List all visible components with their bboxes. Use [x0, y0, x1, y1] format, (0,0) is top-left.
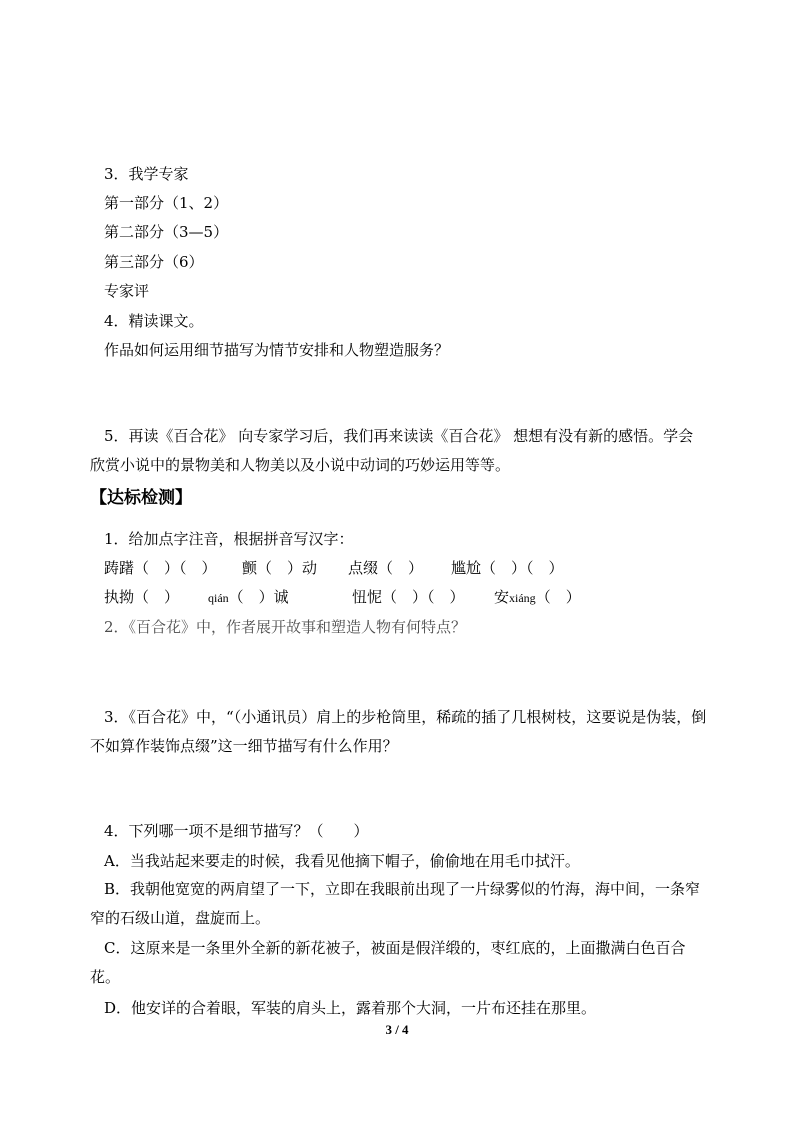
- q1-r1-a: 踌躇（ ）（ ）: [104, 559, 217, 577]
- part2: 第二部分（3—5）: [104, 223, 229, 241]
- q1-r2-b-pinyin: qián: [208, 591, 229, 605]
- sec3-title: 3．我学专家: [104, 165, 189, 183]
- option-a: A．当我站起来要走的时候，我看见他摘下帽子，偷偷地在用毛巾拭汗。: [104, 852, 580, 870]
- q1-r2-b: [208, 587, 352, 608]
- q1-r1-c: 点缀（ ）: [348, 559, 424, 577]
- q1-r2-d: [494, 587, 581, 608]
- q3: 3．《百合花》中，“（小通讯员）肩上的步枪筒里，稀疏的插了几根树枝，这要说是伪装，倒不如算作装饰点缀”这一细节描写有什么作用？: [90, 708, 707, 755]
- page-number: 3 / 4: [385, 1022, 409, 1037]
- q2: 2．《百合花》中，作者展开故事和塑造人物有何特点？: [104, 618, 467, 636]
- q1-r2-d-pinyin: xiáng: [509, 591, 536, 605]
- part3: 第三部分（6）: [104, 253, 204, 271]
- sec5-text: 5．再读《百合花》 向专家学习后，我们再来读读《百合花》 想想有没有新的感悟。学会欣赏小说中的景物美和人物美以及小说中动词的巧妙运用等等。: [90, 427, 694, 474]
- expert-comment: 专家评: [104, 282, 150, 300]
- q1-r1-d: 尴尬（ ）（ ）: [451, 559, 564, 577]
- q1-row1: [104, 558, 564, 578]
- option-c: C．这原来是一条里外全新的新花被子，被面是假洋缎的，枣红底的，上面撒满白色百合花。: [90, 939, 686, 986]
- q1-r2-b-rest: （ ）诚: [228, 588, 289, 606]
- q1-r2-d-rest: （ ）: [535, 588, 581, 606]
- q1-r2-c: 忸怩（ ）（ ）: [352, 588, 465, 606]
- q1-r2-d-prefix: 安: [494, 588, 510, 606]
- part1: 第一部分（1、2）: [104, 194, 229, 212]
- option-d: D．他安详的合着眼，军装的肩头上，露着那个大洞，一片布还挂在那里。: [104, 999, 597, 1017]
- heading-practice: 【达标检测】: [90, 488, 192, 508]
- q4: 4．下列哪一项不是细节描写？（ ）: [104, 822, 369, 840]
- q1-row2: [104, 587, 581, 608]
- sec4-title: 4．精读课文。: [104, 312, 204, 330]
- sec4-question: 作品如何运用细节描写为情节安排和人物塑造服务？: [104, 341, 450, 359]
- option-b: B．我朝他宽宽的两肩望了一下，立即在我眼前出现了一片绿雾似的竹海，海中间，一条窄窄的石级山道，盘旋而上。: [90, 880, 701, 927]
- q1: 1．给加点字注音，根据拼音写汉字：: [104, 530, 354, 548]
- q1-r2-a: 执拗（ ）: [104, 588, 180, 606]
- q1-r1-b: 颤（ ）动: [242, 559, 318, 577]
